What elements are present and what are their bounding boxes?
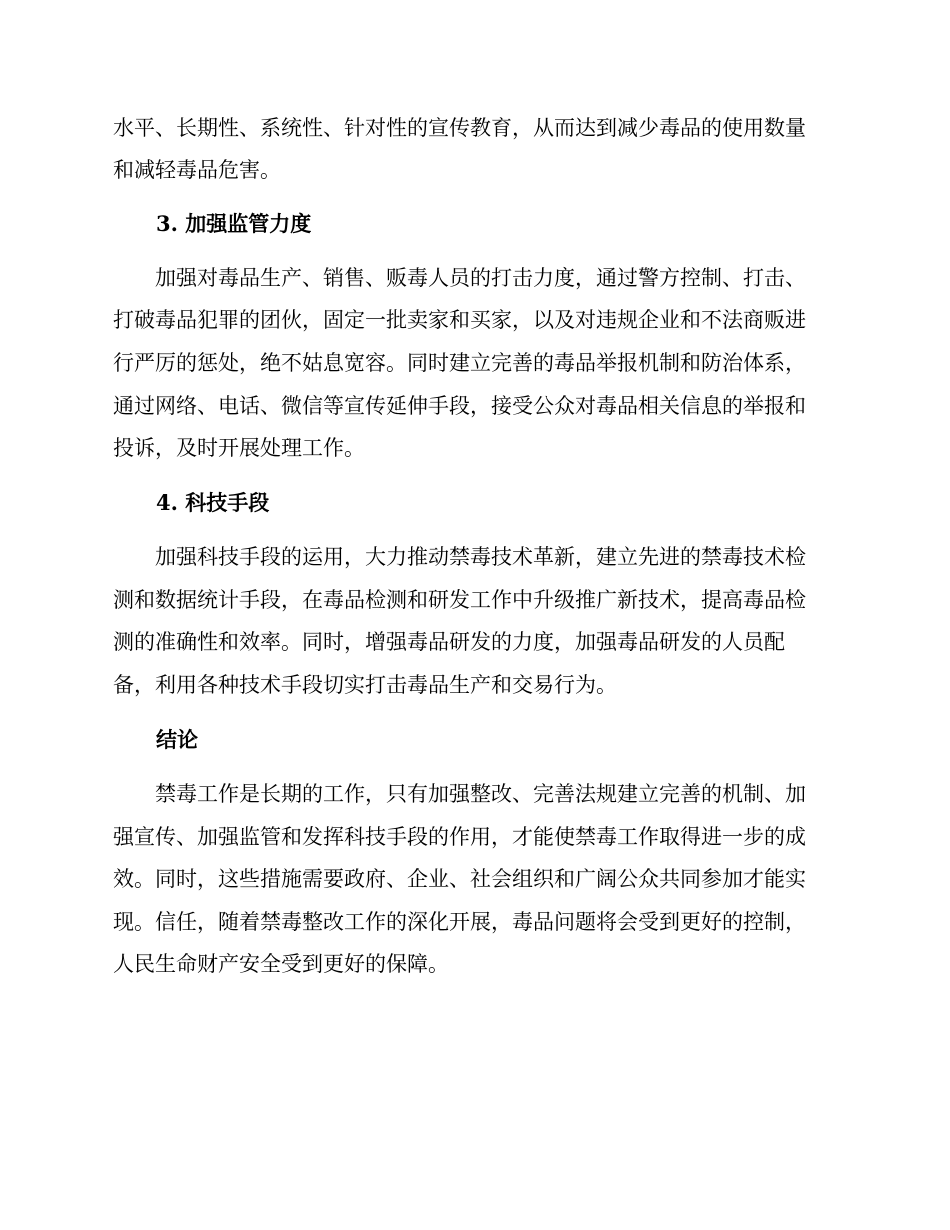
section-heading-4: 4. 科技手段 [156, 490, 270, 515]
paragraph-line: 水平、长期性、系统性、针对性的宣传教育，从而达到减少毒品的使用数量 [113, 116, 806, 140]
paragraph-line: 禁毒工作是长期的工作，只有加强整改、完善法规建立完善的机制、加 [113, 782, 806, 806]
paragraph-line: 加强科技手段的运用，大力推动禁毒技术革新，建立先进的禁毒技术检 [113, 545, 806, 569]
section-heading-3: 3. 加强监管力度 [156, 211, 312, 236]
paragraph-line: 人民生命财产安全受到更好的保障。 [113, 952, 449, 976]
paragraph-line: 加强对毒品生产、销售、贩毒人员的打击力度，通过警方控制、打击、 [113, 266, 806, 290]
paragraph-line: 现。信任，随着禁毒整改工作的深化开展，毒品问题将会受到更好的控制， [113, 910, 806, 934]
paragraph-line: 通过网络、电话、微信等宣传延伸手段，接受公众对毒品相关信息的举报和 [113, 394, 806, 418]
paragraph-line: 打破毒品犯罪的团伙，固定一批卖家和买家，以及对违规企业和不法商贩进 [113, 308, 806, 332]
paragraph-line: 测和数据统计手段，在毒品检测和研发工作中升级推广新技术，提高毒品检 [113, 588, 806, 612]
paragraph-line: 和减轻毒品危害。 [113, 158, 281, 182]
paragraph-line: 行严厉的惩处，绝不姑息宽容。同时建立完善的毒品举报机制和防治体系， [113, 351, 806, 375]
paragraph-line: 强宣传、加强监管和发挥科技手段的作用，才能使禁毒工作取得进一步的成 [113, 825, 806, 849]
paragraph-line: 投诉，及时开展处理工作。 [113, 436, 365, 460]
paragraph-line: 效。同时，这些措施需要政府、企业、社会组织和广阔公众共同参加才能实 [113, 867, 806, 891]
paragraph-line: 测的准确性和效率。同时，增强毒品研发的力度，加强毒品研发的人员配 [113, 630, 785, 654]
conclusion-heading: 结论 [156, 727, 198, 752]
paragraph-line: 备，利用各种技术手段切实打击毒品生产和交易行为。 [113, 673, 617, 697]
